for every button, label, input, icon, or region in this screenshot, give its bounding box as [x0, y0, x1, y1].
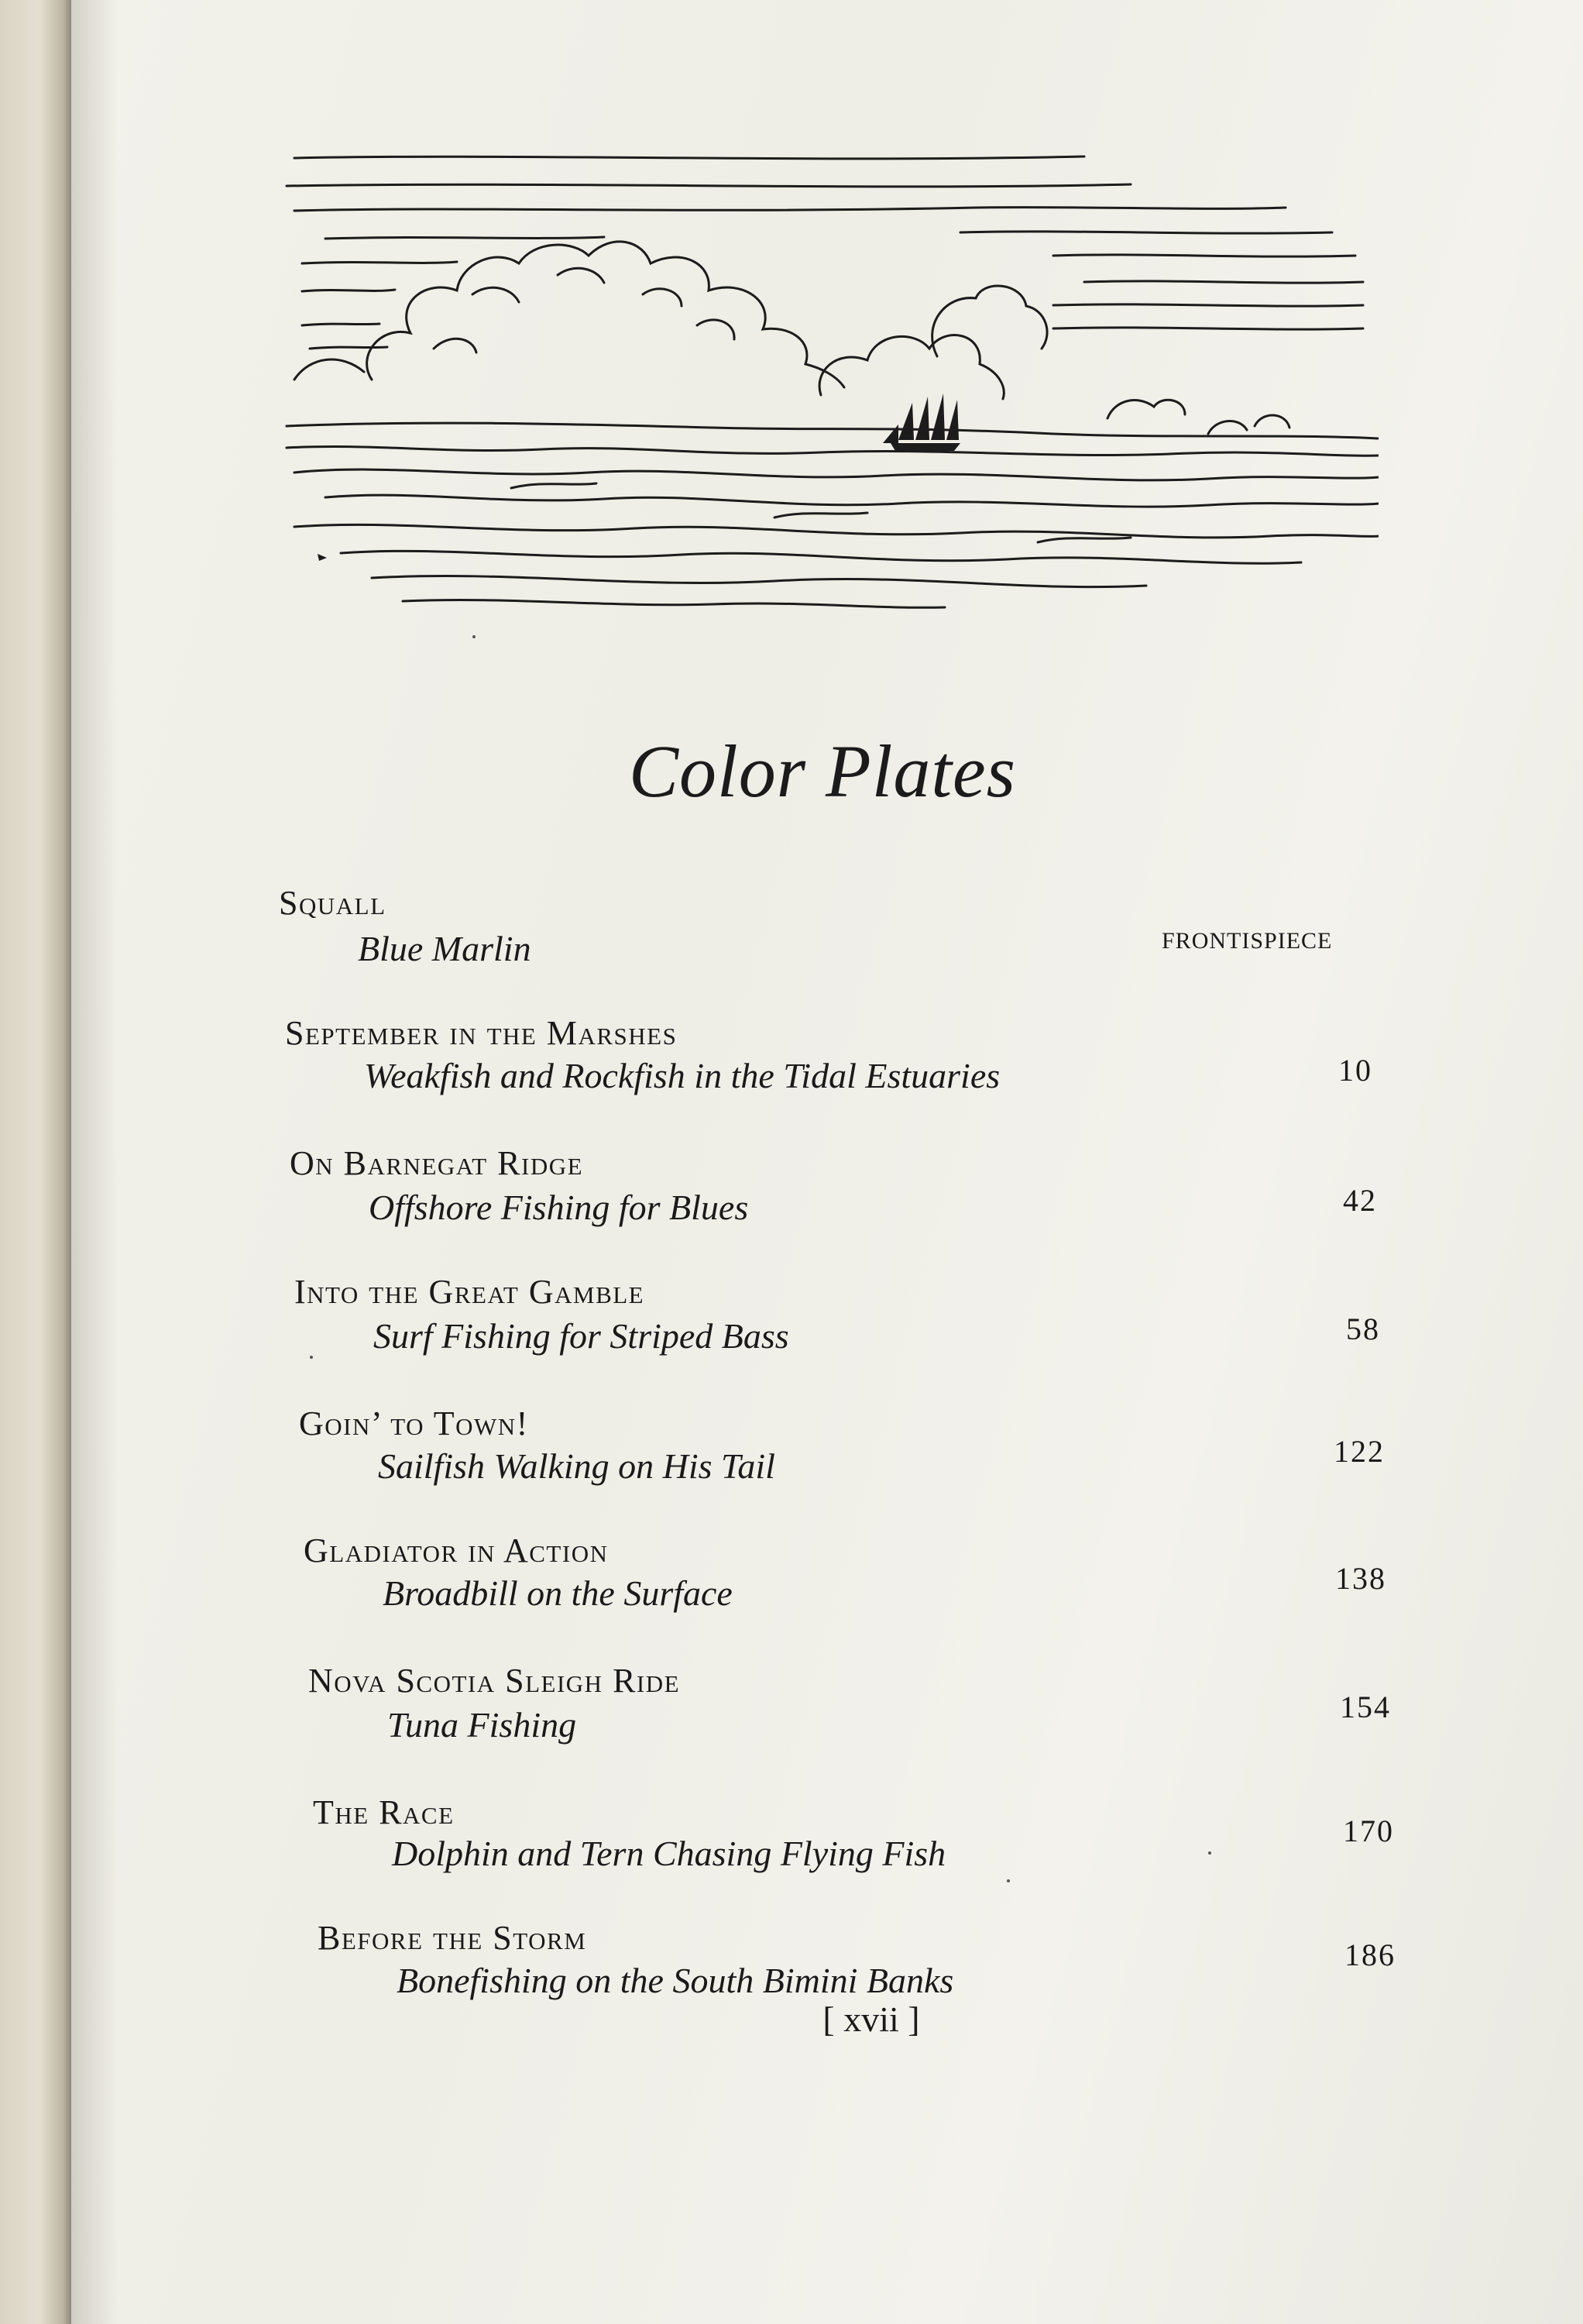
plate-title: On Barnegat Ridge — [290, 1144, 584, 1182]
plate-page-number: 170 — [1343, 1813, 1394, 1848]
plate-subtitle: Dolphin and Tern Chasing Flying Fish — [392, 1834, 946, 1873]
plate-page-number: 42 — [1343, 1183, 1377, 1218]
plate-title: Goin’ to Town! — [299, 1404, 529, 1442]
plate-subtitle: Broadbill on the Surface — [383, 1573, 733, 1613]
plate-page-number: 138 — [1335, 1561, 1386, 1596]
plate-title: September in the Marshes — [285, 1014, 678, 1052]
plate-page-number: 186 — [1344, 1937, 1396, 1972]
plate-subtitle: Weakfish and Rockfish in the Tidal Estuaries — [364, 1056, 1001, 1095]
paper-speck — [472, 635, 476, 638]
page-title: Color Plates — [628, 730, 1016, 813]
plate-page-number: 122 — [1334, 1434, 1385, 1469]
paper-speck — [310, 1356, 313, 1359]
plate-subtitle: Sailfish Walking on His Tail — [378, 1446, 775, 1486]
plate-title: The Race — [313, 1793, 455, 1831]
plate-page-number: 58 — [1346, 1312, 1380, 1346]
plate-page-number: 154 — [1340, 1690, 1391, 1724]
plate-page-number: FRONTISPIECE — [1162, 928, 1333, 954]
paper-speck — [1208, 1851, 1211, 1855]
page-number: [ xvii ] — [822, 1999, 920, 2039]
plate-subtitle: Bonefishing on the South Bimini Banks — [397, 1961, 954, 2000]
plate-title: Squall — [279, 884, 386, 922]
plate-title: Nova Scotia Sleigh Ride — [308, 1662, 681, 1700]
plate-subtitle: Surf Fishing for Striped Bass — [373, 1316, 789, 1356]
plate-title: Gladiator in Action — [304, 1532, 609, 1569]
plate-subtitle: Tuna Fishing — [387, 1705, 577, 1745]
plate-subtitle: Offshore Fishing for Blues — [369, 1188, 749, 1227]
plate-title: Before the Storm — [318, 1919, 587, 1957]
plate-title: Into the Great Gamble — [294, 1273, 645, 1311]
paper-speck — [1007, 1879, 1010, 1882]
plate-subtitle: Blue Marlin — [358, 929, 531, 968]
plate-page-number: 10 — [1338, 1053, 1372, 1088]
